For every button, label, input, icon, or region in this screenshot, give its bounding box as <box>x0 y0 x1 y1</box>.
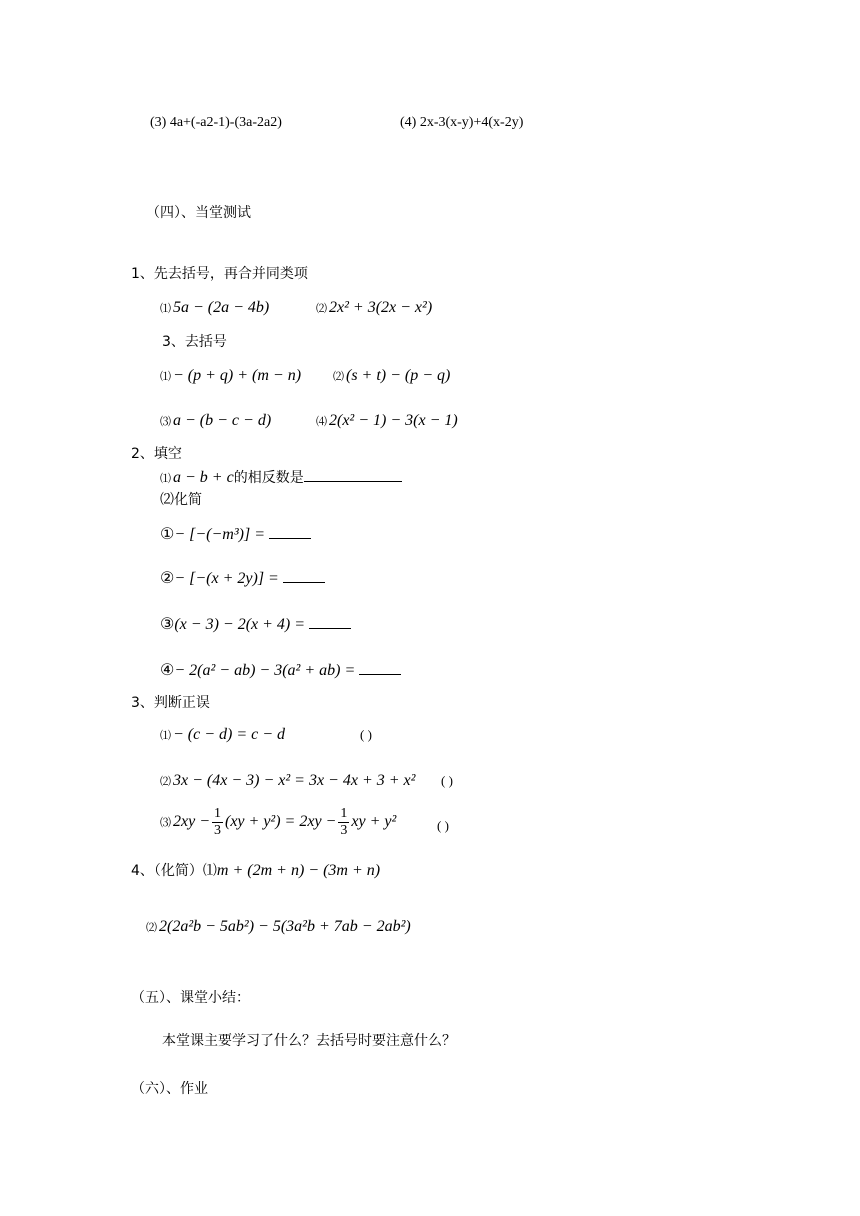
answer-blank <box>359 674 401 675</box>
q3-item-3 <box>160 413 271 429</box>
answer-blank <box>283 582 325 583</box>
math-expression: − 2(a² − ab) − 3(a² + ab) = <box>174 662 356 679</box>
answer-blank <box>304 481 402 482</box>
q2-simplify-2 <box>160 571 325 587</box>
math-expression: (x − 3) − 2(x + 4) = <box>174 616 306 633</box>
math-expression: − (c − d) = c − d <box>173 726 286 743</box>
question-3-heading: 3、去括号 <box>162 334 227 350</box>
q3-item-1 <box>160 368 301 384</box>
math-expression: a − (b − c − d) <box>173 412 272 429</box>
q2-item-1 <box>160 470 402 486</box>
exercise-4: (4) 2x-3(x-y)+4(x-2y) <box>400 115 524 130</box>
circled-number: ③ <box>160 616 175 633</box>
answer-blank <box>269 538 311 539</box>
q1-item-2 <box>316 300 432 316</box>
item-number: ⑵ <box>316 302 327 315</box>
judge-answer-box-1: ( ) <box>360 727 372 742</box>
q2-simplify-3 <box>160 617 351 633</box>
judge-answer-box-3: ( ) <box>437 818 449 833</box>
fraction-one-third <box>338 806 349 839</box>
math-expression: m + (2m + n) − (3m + n) <box>216 862 381 879</box>
math-expression: − [−(−m³)] = <box>174 526 265 543</box>
question-4-heading: 4、（化简）⑴ <box>131 863 217 879</box>
math-expression: − [−(x + 2y)] = <box>174 570 279 587</box>
question-3-judge-heading: 3、判断正误 <box>131 695 210 711</box>
q2-simplify-4 <box>160 663 401 679</box>
item-number: ⑷ <box>316 415 327 428</box>
item-number: ⑴ <box>160 729 171 742</box>
q2-item-2-label: ⑵化简 <box>160 492 202 508</box>
math-expression: (s + t) − (p − q) <box>346 367 451 384</box>
fraction-one-third <box>212 806 223 839</box>
fraction-numerator: 1 <box>340 806 348 821</box>
q3-item-2 <box>333 368 450 384</box>
judge-item-2 <box>160 773 415 789</box>
math-expression: 5a − (2a − 4b) <box>173 299 270 316</box>
math-expression: 2x² + 3(2x − x²) <box>329 299 433 316</box>
circled-number: ② <box>160 570 175 587</box>
circled-number: ① <box>160 526 175 543</box>
math-expression: − (p + q) + (m − n) <box>173 367 302 384</box>
prompt-text: 的相反数是 <box>233 470 304 486</box>
judge-answer-box-2: ( ) <box>441 773 453 788</box>
item-number: ⑵ <box>146 921 157 934</box>
answer-blank <box>309 628 351 629</box>
math-expression-part: xy + y² <box>351 813 397 831</box>
circled-number: ④ <box>160 662 175 679</box>
fraction-denominator: 3 <box>340 823 348 838</box>
q4-item-2 <box>146 919 411 935</box>
judge-item-1 <box>160 727 285 743</box>
fraction-numerator: 1 <box>214 806 221 821</box>
item-number: ⑵ <box>333 370 344 383</box>
item-number: ⑴ <box>160 302 171 315</box>
q2-simplify-1 <box>160 527 311 543</box>
math-expression: a − b + c <box>173 469 234 486</box>
section-heading-test: （四）、当堂测试 <box>146 205 251 221</box>
question-1-heading: 1、先去括号，再合并同类项 <box>131 266 308 282</box>
math-expression: 2(x² − 1) − 3(x − 1) <box>329 412 458 429</box>
item-number: ⑶ <box>160 816 171 830</box>
section-heading-homework: （六）、作业 <box>131 1081 208 1097</box>
item-number: ⑵ <box>160 775 171 788</box>
question-4 <box>131 862 380 879</box>
fraction-denominator: 3 <box>214 823 221 838</box>
item-number: ⑴ <box>160 472 171 485</box>
math-expression: 3x − (4x − 3) − x² = 3x − 4x + 3 + x² <box>173 772 416 789</box>
section-heading-summary: （五）、课堂小结： <box>131 990 250 1006</box>
item-number: ⑴ <box>160 370 171 383</box>
judge-item-3 <box>160 806 396 839</box>
math-expression: 2(2a²b − 5ab²) − 5(3a²b + 7ab − 2ab²) <box>159 918 411 935</box>
q1-item-1 <box>160 300 269 316</box>
q3-item-4 <box>316 413 458 429</box>
item-number: ⑶ <box>160 415 171 428</box>
math-expression-part: (xy + y²) = 2xy − <box>225 813 337 831</box>
summary-question: 本堂课主要学习了什么？去括号时要注意什么？ <box>162 1033 456 1049</box>
question-2-heading: 2、填空 <box>131 446 182 462</box>
math-expression-part: 2xy − <box>173 813 210 831</box>
exercise-3: (3) 4a+(-a2-1)-(3a-2a2) <box>150 115 282 130</box>
